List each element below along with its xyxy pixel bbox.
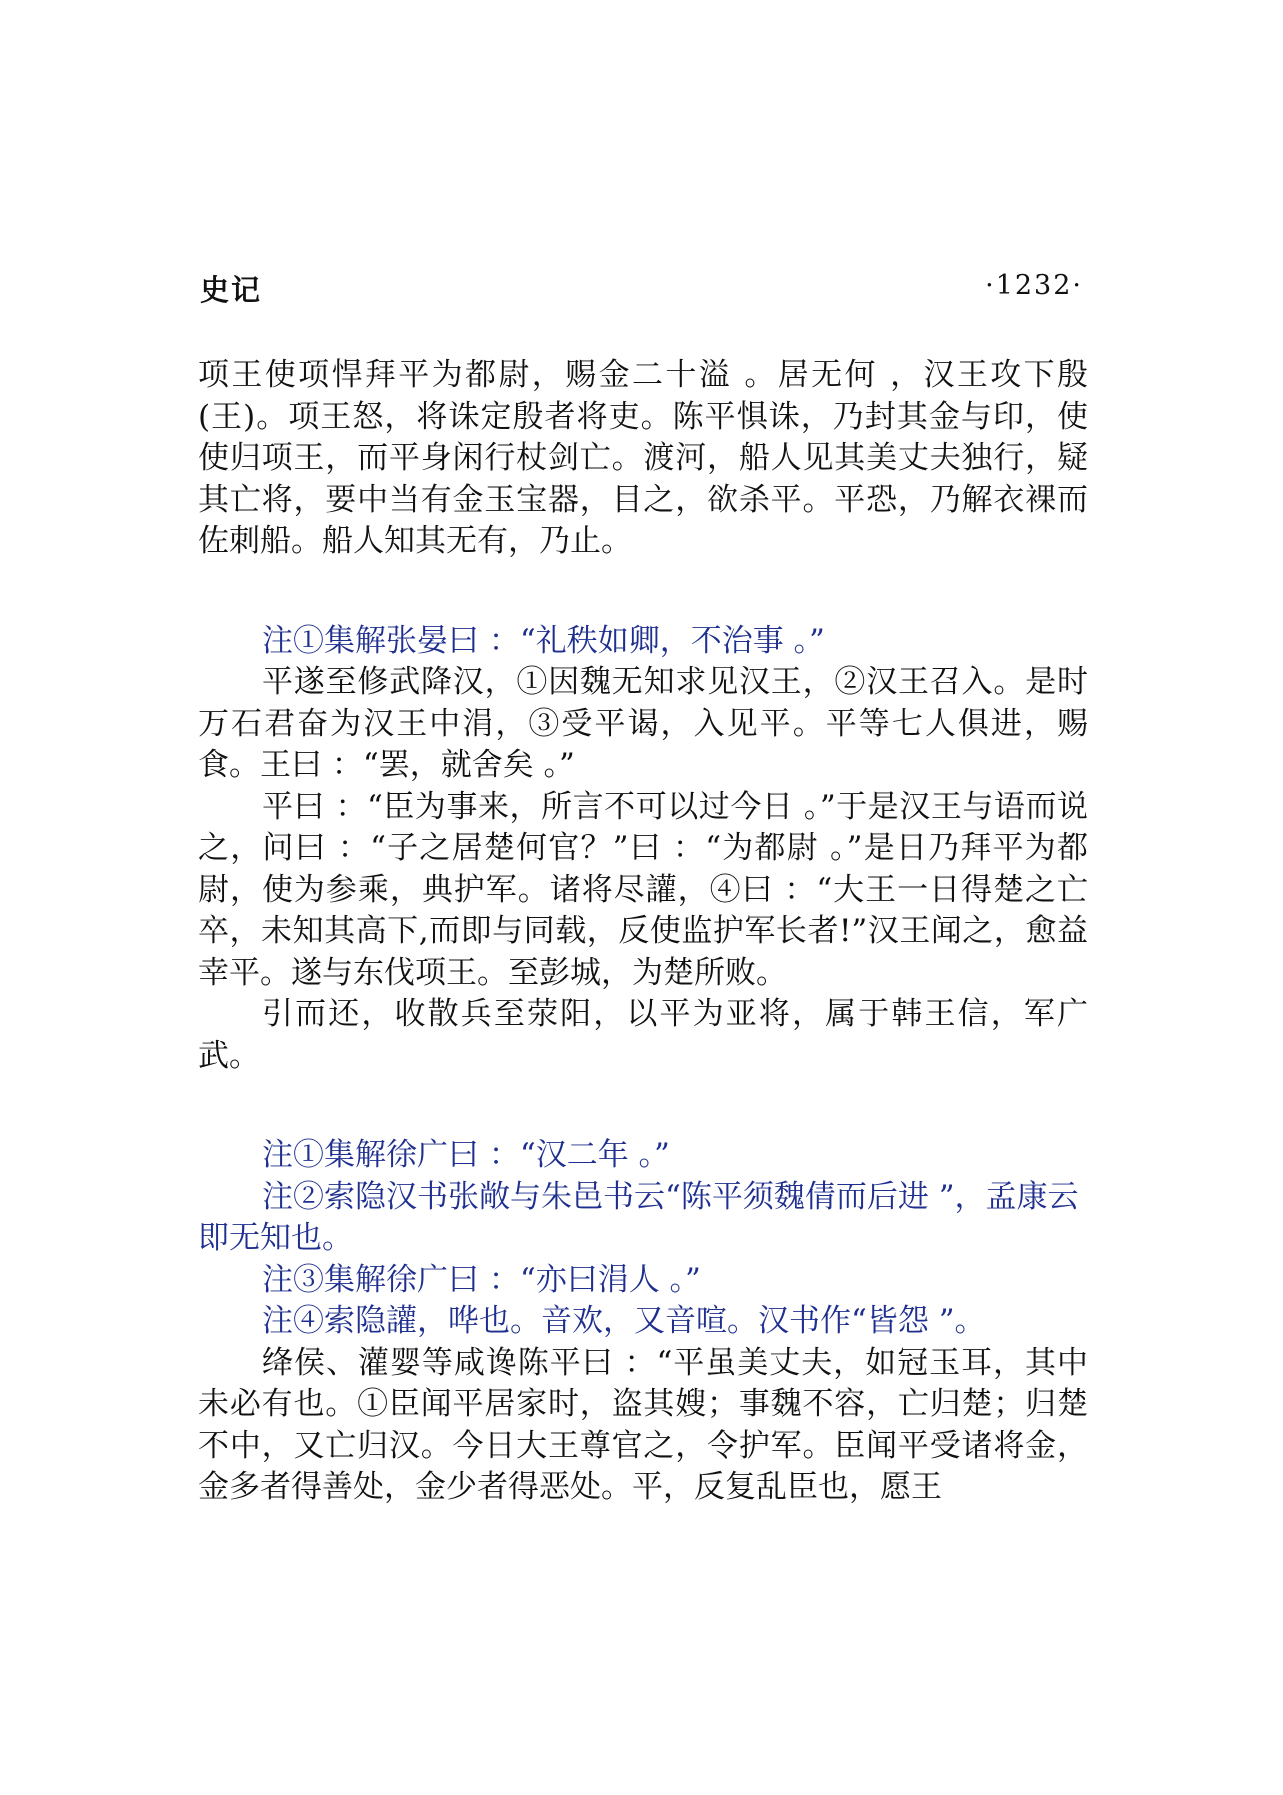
annotation-note-1: 注①集解张晏曰 ：“礼秩如卿，不治事 。” bbox=[262, 622, 825, 659]
annotation-note-3: 注②索隐汉书张敞与朱邑书云“陈平须魏倩而后进 ”，孟康云即无知也。 bbox=[198, 1178, 1079, 1256]
paragraph-3: 平曰 ：“臣为事来，所言不可以过今日 。”于是汉王与语而说之，问曰 ：“子之居楚何官？”曰 ：“为都尉 。”是日乃拜平为都尉，使为参乘，典护军。诸将尽讙，④曰 ：“大王一日得楚之亡卒，未知其高下,而即与同载，反使监护军长者!”汉王闻之，愈益幸平。遂与东伐项王。至彭城，为楚所败。 bbox=[198, 788, 1088, 991]
annotation-note-4: 注③集解徐广曰 ：“亦曰涓人 。” bbox=[262, 1261, 701, 1298]
spacer bbox=[198, 563, 1088, 621]
page-number: ·1232· bbox=[985, 270, 1083, 301]
paragraph-5: 绛侯、灌婴等咸谗陈平曰 ：“平虽美丈夫，如冠玉耳，其中未必有也。①臣闻平居家时，盗其嫂；事魏不容，亡归楚；归楚不中，又亡归汉。今日大王尊官之，令护军。臣闻平受诸将金，金多者得善处，金少者得恶处。平，反复乱臣也，愿王 bbox=[198, 1344, 1088, 1505]
book-title: 史记 bbox=[200, 273, 263, 307]
spacer bbox=[198, 1077, 1088, 1135]
annotation-note-2: 注①集解徐广曰 ：“汉二年 。” bbox=[262, 1137, 670, 1173]
page-header bbox=[200, 268, 1083, 308]
paragraph-4: 引而还，收散兵至荥阳，以平为亚将，属于韩王信，军广武。 bbox=[198, 996, 1088, 1074]
annotation-note-5: 注④索隐讙，哗也。音欢，又音喧。汉书作“皆怨 ”。 bbox=[262, 1303, 986, 1339]
page-body bbox=[198, 355, 1088, 1509]
paragraph-2: 平遂至修武降汉，①因魏无知求见汉王，②汉王召入。是时万石君奋为汉王中涓，③受平谒，入见平。平等七人俱进，赐食。王曰 ：“罢，就舍矣 。” bbox=[198, 664, 1088, 783]
paragraph-1: 项王使项悍拜平为都尉，赐金二十溢 。居无何 ，汉王攻下殷(王)。项王怒，将诛定殷者将吏。陈平惧诛，乃封其金与印，使使归项王，而平身闲行杖剑亡。渡河，船人见其美丈夫独行，疑其亡将，要中当有金玉宝器，目之，欲杀平。平恐，乃解衣裸而佐刺船。船人知其无有，乃止。 bbox=[198, 357, 1088, 559]
